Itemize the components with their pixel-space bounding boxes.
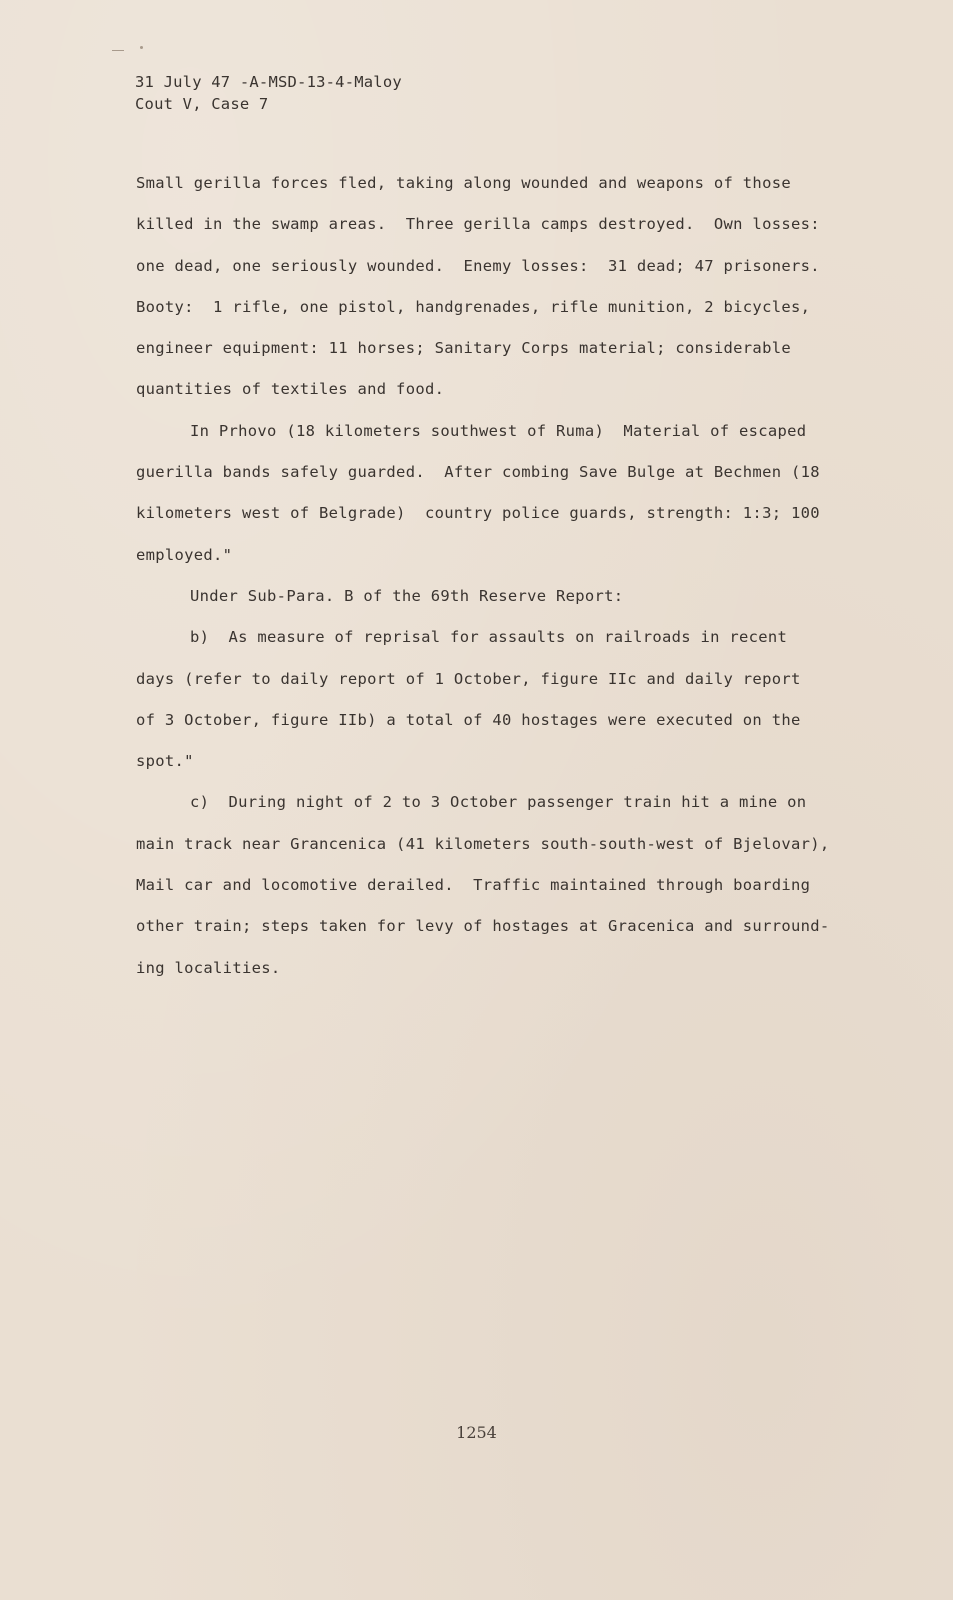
header-case-line: Cout V, Case 7 <box>135 95 269 113</box>
text-line: other train; steps taken for levy of hostages at Gracenica and surround- <box>136 917 830 936</box>
document-header <box>135 71 402 115</box>
text-line: main track near Grancenica (41 kilometers south-south-west of Bjelovar), <box>136 834 830 853</box>
paper-mark <box>112 50 124 51</box>
header-reference-line: 31 July 47 -A-MSD-13-4-Maloy <box>135 73 402 91</box>
document-body <box>136 172 896 998</box>
paper-mark <box>140 46 143 49</box>
text-line: Booty: 1 rifle, one pistol, handgrenades, rifle munition, 2 bicycles, <box>136 297 811 316</box>
text-line: In Prhovo (18 kilometers southwest of Ruma) Material of escaped <box>190 421 807 440</box>
text-line: c) During night of 2 to 3 October passenger train hit a mine on <box>190 793 807 812</box>
text-line: employed." <box>136 545 233 564</box>
text-line: kilometers west of Belgrade) country police guards, strength: 1:3; 100 <box>136 504 820 523</box>
text-line: guerilla bands safely guarded. After combing Save Bulge at Bechmen (18 <box>136 463 820 482</box>
text-line: b) As measure of reprisal for assaults on railroads in recent <box>190 628 788 647</box>
text-line: quantities of textiles and food. <box>136 380 445 399</box>
text-line: days (refer to daily report of 1 October, figure IIc and daily report <box>136 669 801 688</box>
text-line: one dead, one seriously wounded. Enemy losses: 31 dead; 47 prisoners. <box>136 256 820 275</box>
text-line: Small gerilla forces fled, taking along wounded and weapons of those <box>136 174 791 192</box>
text-line: Under Sub-Para. B of the 69th Reserve Report: <box>190 586 624 605</box>
text-line: spot." <box>136 752 194 771</box>
text-line: ing localities. <box>136 958 281 977</box>
page-number: 1254 <box>456 1423 497 1442</box>
text-line: Mail car and locomotive derailed. Traffic maintained through boarding <box>136 876 811 895</box>
text-line: engineer equipment: 11 horses; Sanitary Corps material; considerable <box>136 339 791 358</box>
text-line: of 3 October, figure IIb) a total of 40 hostages were executed on the <box>136 710 801 729</box>
text-line: killed in the swamp areas. Three gerilla camps destroyed. Own losses: <box>136 215 820 234</box>
